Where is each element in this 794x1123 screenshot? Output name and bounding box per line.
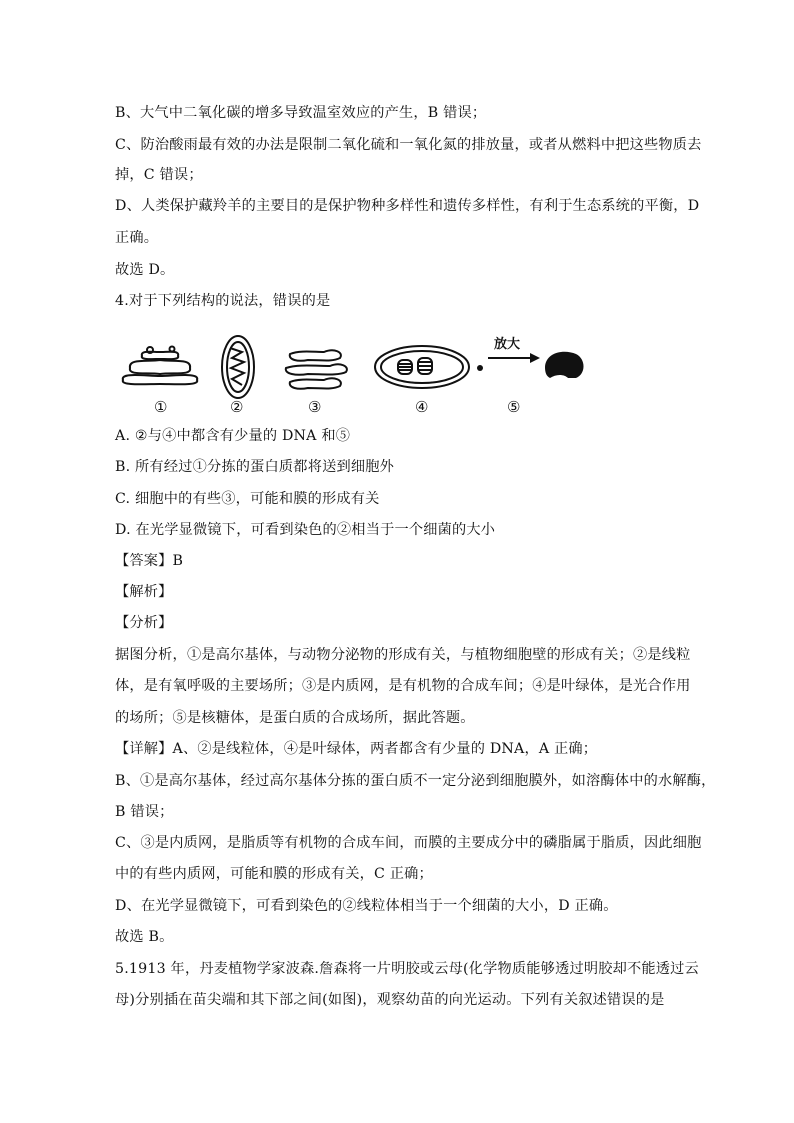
text-line: 故选 D。: [115, 262, 175, 278]
analysis-line: 据图分析，①是高尔基体，与动物分泌物的形成有关，与植物细胞壁的形成有关；②是线粒: [115, 647, 691, 663]
label-4: ④: [415, 398, 429, 416]
detail-line: D、在光学显微镜下，可看到染色的②线粒体相当于一个细菌的大小，D 正确。: [115, 898, 618, 914]
ribosome-icon: [477, 336, 584, 378]
answer-label: 【答案】B: [115, 553, 184, 569]
text-line: B、大气中二氧化碳的增多导致温室效应的产生，B 错误；: [115, 105, 487, 121]
option-b: B. 所有经过①分拣的蛋白质都将送到细胞外: [115, 459, 395, 475]
analysis-subheader: 【分析】: [115, 615, 173, 631]
mitochondrion-icon: [222, 336, 254, 398]
analysis-line: 的场所；⑤是核糖体，是蛋白质的合成场所，据此答题。: [115, 710, 475, 726]
label-3: ③: [308, 398, 322, 416]
label-1: ①: [154, 398, 168, 416]
detail-line: 【详解】A、②是线粒体，④是叶绿体，两者都含有少量的 DNA，A 正确；: [115, 741, 598, 757]
question-5-line: 母)分别插在苗尖端和其下部之间(如图)，观察幼苗的向光运动。下列有关叙述错误的是: [115, 992, 665, 1008]
option-d: D. 在光学显微镜下，可看到染色的②相当于一个细菌的大小: [115, 522, 496, 538]
text-line: C、防治酸雨最有效的办法是限制二氧化硫和一氧化氮的排放量，或者从燃料中把这些物质去: [115, 137, 702, 153]
label-2: ②: [230, 398, 244, 416]
endoplasmic-reticulum-icon: [286, 350, 347, 388]
text-line: D、人类保护藏羚羊的主要目的是保护物种多样性和遗传多样性，有利于生态系统的平衡，D: [115, 198, 700, 214]
detail-line: B、①是高尔基体，经过高尔基体分拣的蛋白质不一定分泌到细胞膜外，如溶酶体中的水解酶，: [115, 773, 716, 789]
cell-structures-figure: [118, 322, 598, 418]
detail-line: 故选 B。: [115, 929, 174, 945]
golgi-apparatus-icon: [123, 347, 197, 385]
question-5-line: 5.1913 年，丹麦植物学家波森.詹森将一片明胶或云母(化学物质能够透过明胶却不能透过云: [115, 961, 699, 977]
analysis-header: 【解析】: [115, 584, 173, 600]
arrow-label: 放大: [494, 337, 521, 352]
detail-line: C、③是内质网，是脂质等有机物的合成车间，而膜的主要成分中的磷脂属于脂质，因此细胞: [115, 835, 702, 851]
question-4-stem: 4.对于下列结构的说法，错误的是: [115, 293, 331, 309]
option-c: C. 细胞中的有些③，可能和膜的形成有关: [115, 491, 380, 507]
analysis-line: 体，是有氧呼吸的主要场所；③是内质网，是有机物的合成车间；④是叶绿体，是光合作用: [115, 678, 691, 694]
chloroplast-icon: [375, 346, 469, 388]
option-a: A. ②与④中都含有少量的 DNA 和⑤: [115, 428, 351, 444]
text-line: 正确。: [115, 230, 159, 246]
detail-line: 中的有些内质网，可能和膜的形成有关，C 正确；: [115, 866, 433, 882]
detail-line: B 错误；: [115, 804, 174, 820]
label-5: ⑤: [507, 398, 521, 416]
text-line: 掉，C 错误；: [115, 167, 203, 183]
